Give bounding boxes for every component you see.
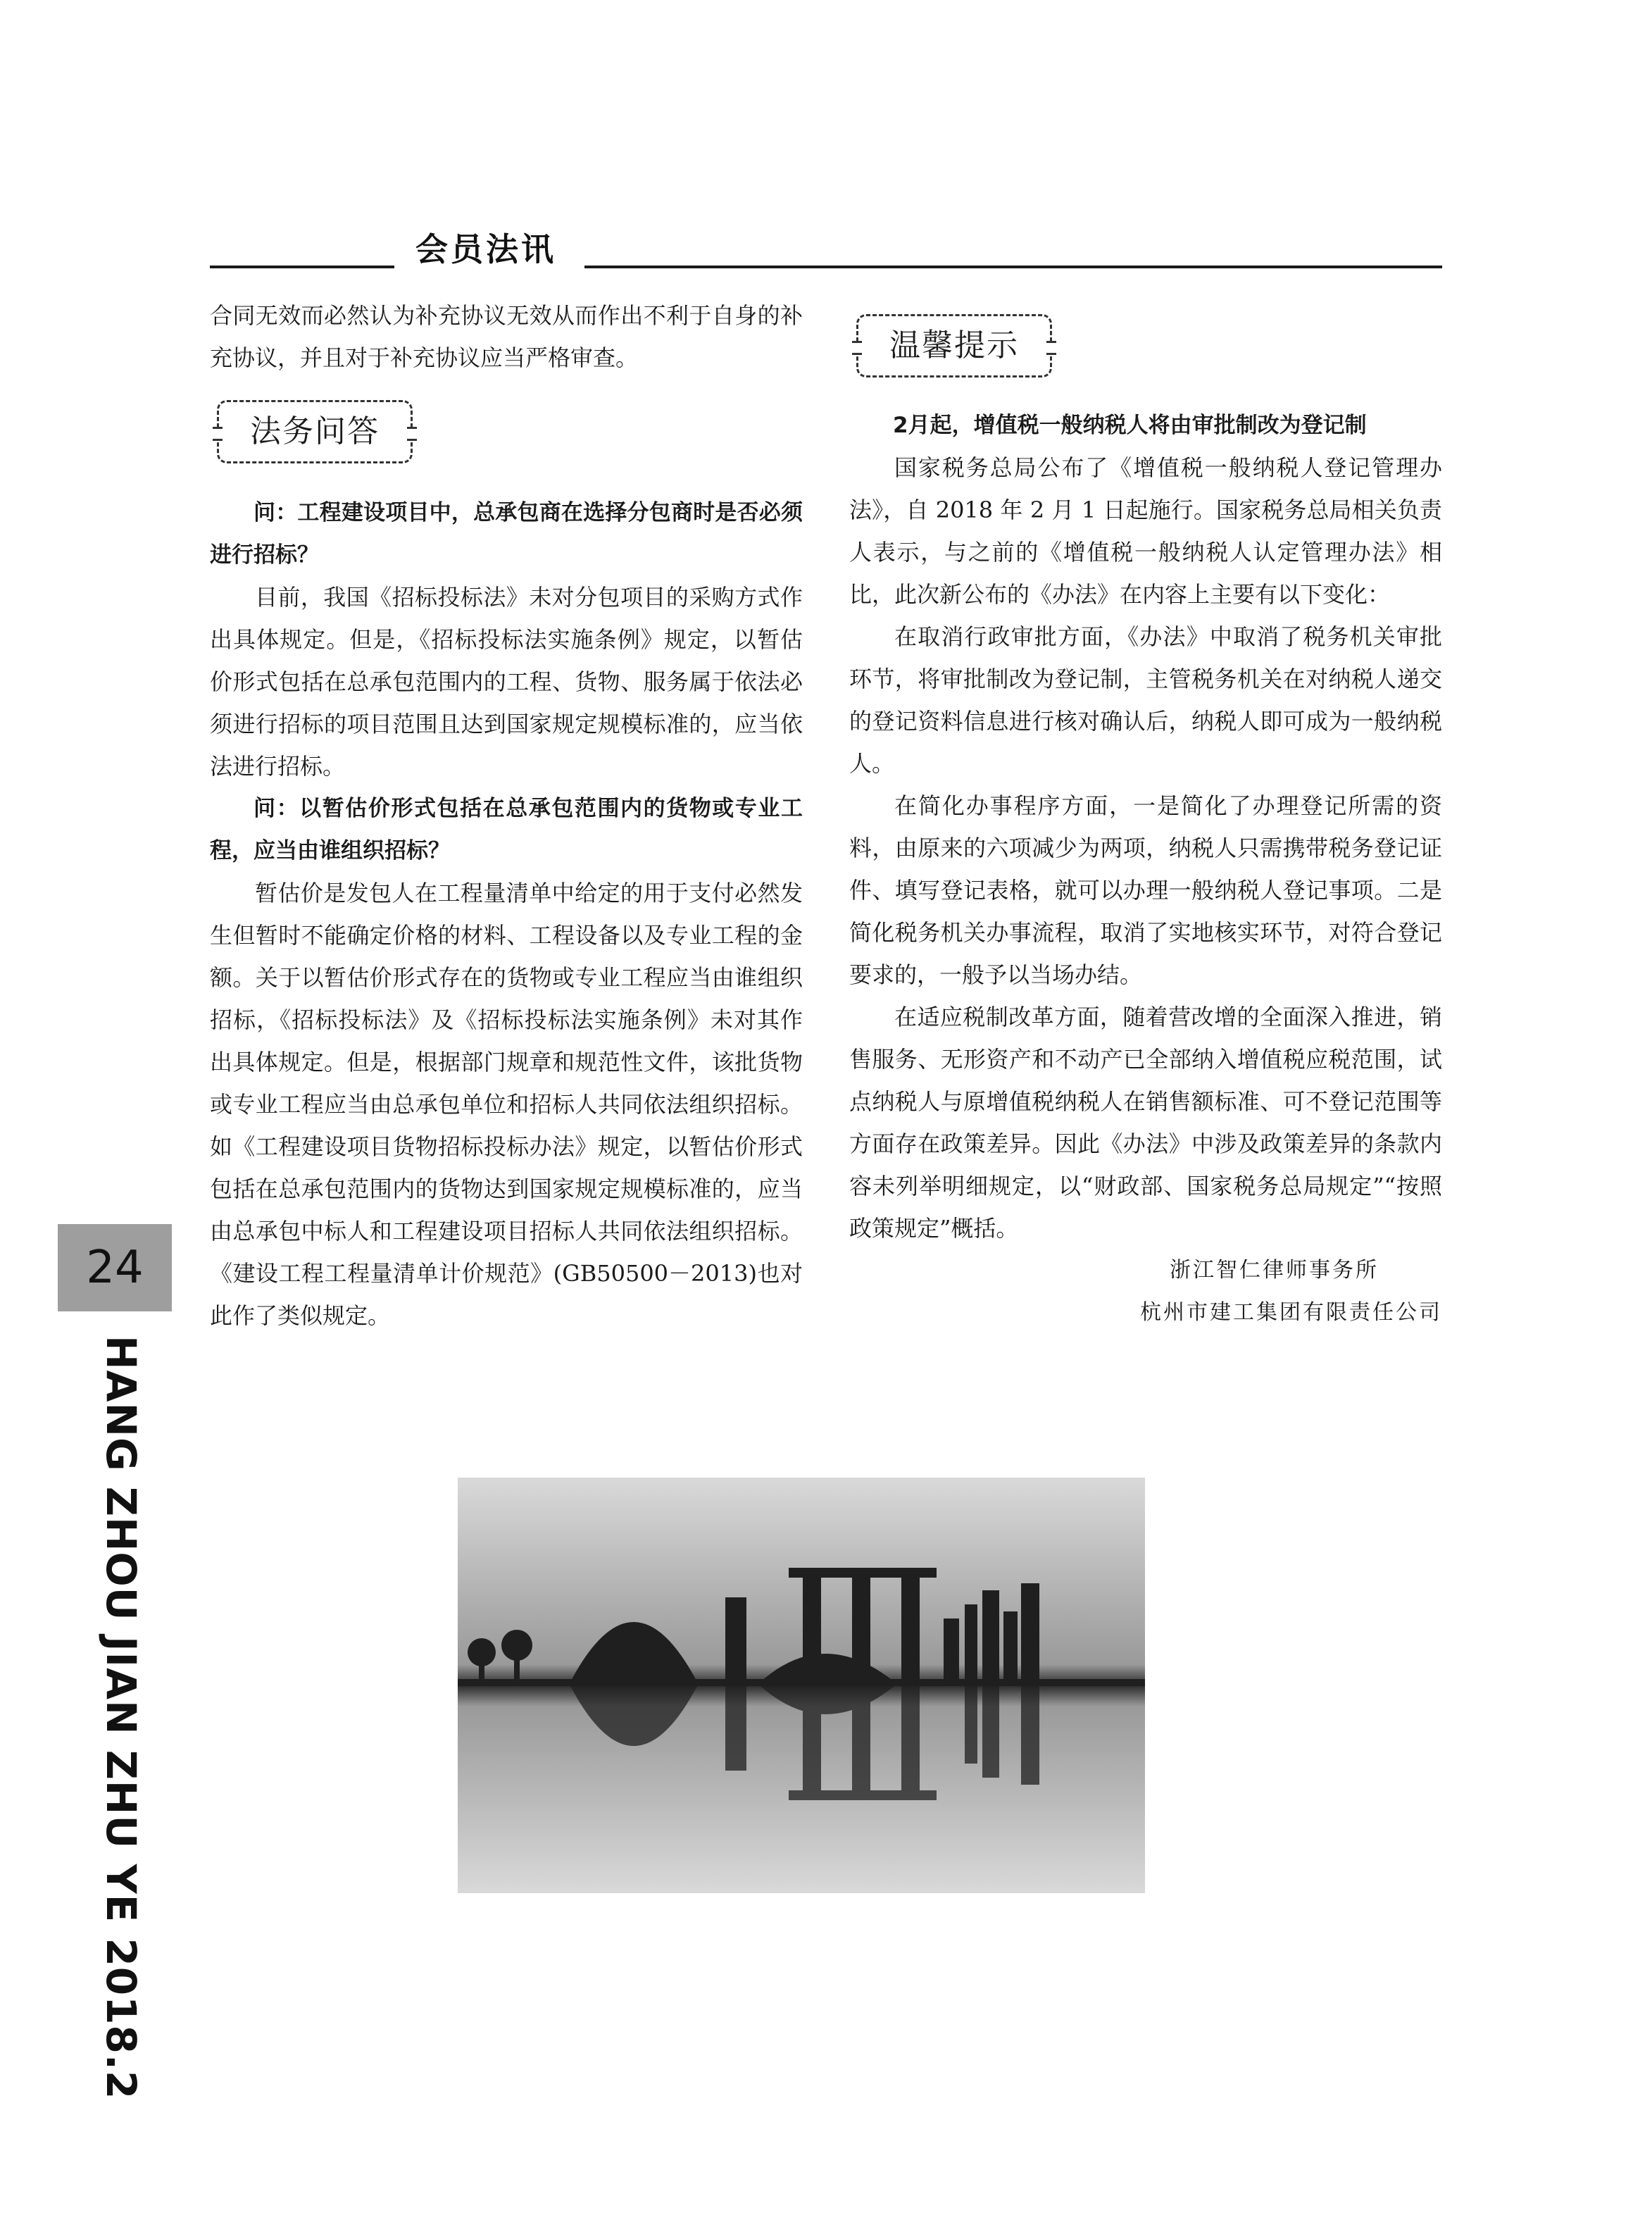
tips-paragraph-2: 在取消行政审批方面，《办法》中取消了税务机关审批环节，将审批制改为登记制，主管税务机关在对纳税人递交的登记资料信息进行核对确认后，纳税人即可成为一般纳税人。 [849, 623, 1442, 777]
tips-paragraph-4: 在适应税制改革方面，随着营改增的全面深入推进，销售服务、无形资产和不动产已全部纳入增值税应税范围，试点纳税人与原增值税纳税人在销售额标准、可不登记范围等方面存在政策差异。因此《办法》中涉及政策差异的条款内容未列举明细规定，以“财政部、国家税务总局规定”“按照政策规定”概括。 [849, 1004, 1442, 1242]
question-2: 问：以暂估价形式包括在总承包范围内的货物或专业工程，应当由谁组织招标？ [210, 796, 803, 863]
header-rule-left [210, 266, 394, 268]
signature-law-firm: 浙江智仁律师事务所 [1170, 1258, 1379, 1283]
answer-1: 目前，我国《招标投标法》未对分包项目的采购方式作出具体规定。但是，《招标投标法实施条例》规定，以暂估价形式包括在总承包范围内的工程、货物、服务属于依法必须进行招标的项目范围且达到国家规定规模标准的，应当依法进行招标。 [210, 584, 803, 780]
section-title: 会员法讯 [415, 230, 556, 268]
answer-2: 暂估价是发包人在工程量清单中给定的用于支付必然发生但暂时不能确定价格的材料、工程设备以及专业工程的金额。关于以暂估价形式存在的货物或专业工程应当由谁组织招标，《招标投标法》及《招标投标法实施条例》未对其作出具体规定。但是，根据部门规章和规范性文件，该批货物或专业工程应当由总承包单位和招标人共同依法组织招标。如《工程建设项目货物招标投标办法》规定，以暂估价形式包括在总承包范围内的货物达到国家规定规模标准的，应当由总承包中标人和工程建设项目招标人共同依法组织招标。《建设工程工程量清单计价规范》(GB50500－2013)也对此作了类似规定。 [210, 880, 803, 1329]
tips-paragraph-1: 国家税务总局公布了《增值税一般纳税人登记管理办法》，自 2018 年 2 月 1 日起施行。国家税务总局相关负责人表示，与之前的《增值税一般纳税人认定管理办法》相比，此次新公布的《办法》在内容上主要有以下变化： [849, 454, 1442, 608]
left-column [210, 294, 803, 1337]
question-1: 问：工程建设项目中，总承包商在选择分包商时是否必须进行招标？ [210, 500, 803, 568]
tips-box-title: 温馨提示 [856, 314, 1052, 378]
tips-headline: 2月起，增值税一般纳税人将由审批制改为登记制 [893, 413, 1367, 438]
tips-paragraph-3: 在简化办事程序方面，一是简化了办理登记所需的资料，由原来的六项减少为两项，纳税人只需携带税务登记证件、填写登记表格，就可以办理一般纳税人登记事项。二是简化税务机关办事流程，取消了实地核实环节，对符合登记要求的，一般予以当场办结。 [849, 792, 1442, 988]
right-column [849, 294, 1442, 1334]
carry-over-paragraph: 合同无效而必然认为补充协议无效从而作出不利于自身的补充协议，并且对于补充协议应当严格审查。 [210, 302, 803, 371]
header-rule-right [584, 266, 1442, 268]
city-skyline-photo [458, 1478, 1145, 1893]
legal-qa-box-title: 法务问答 [217, 400, 413, 463]
page-number: 24 [58, 1224, 172, 1311]
magazine-name-vertical: HANG ZHOU JIAN ZHU YE 2018.2 [97, 1335, 145, 2100]
skyline-illustration [458, 1478, 1145, 1893]
signature-company: 杭州市建工集团有限责任公司 [1140, 1300, 1442, 1325]
